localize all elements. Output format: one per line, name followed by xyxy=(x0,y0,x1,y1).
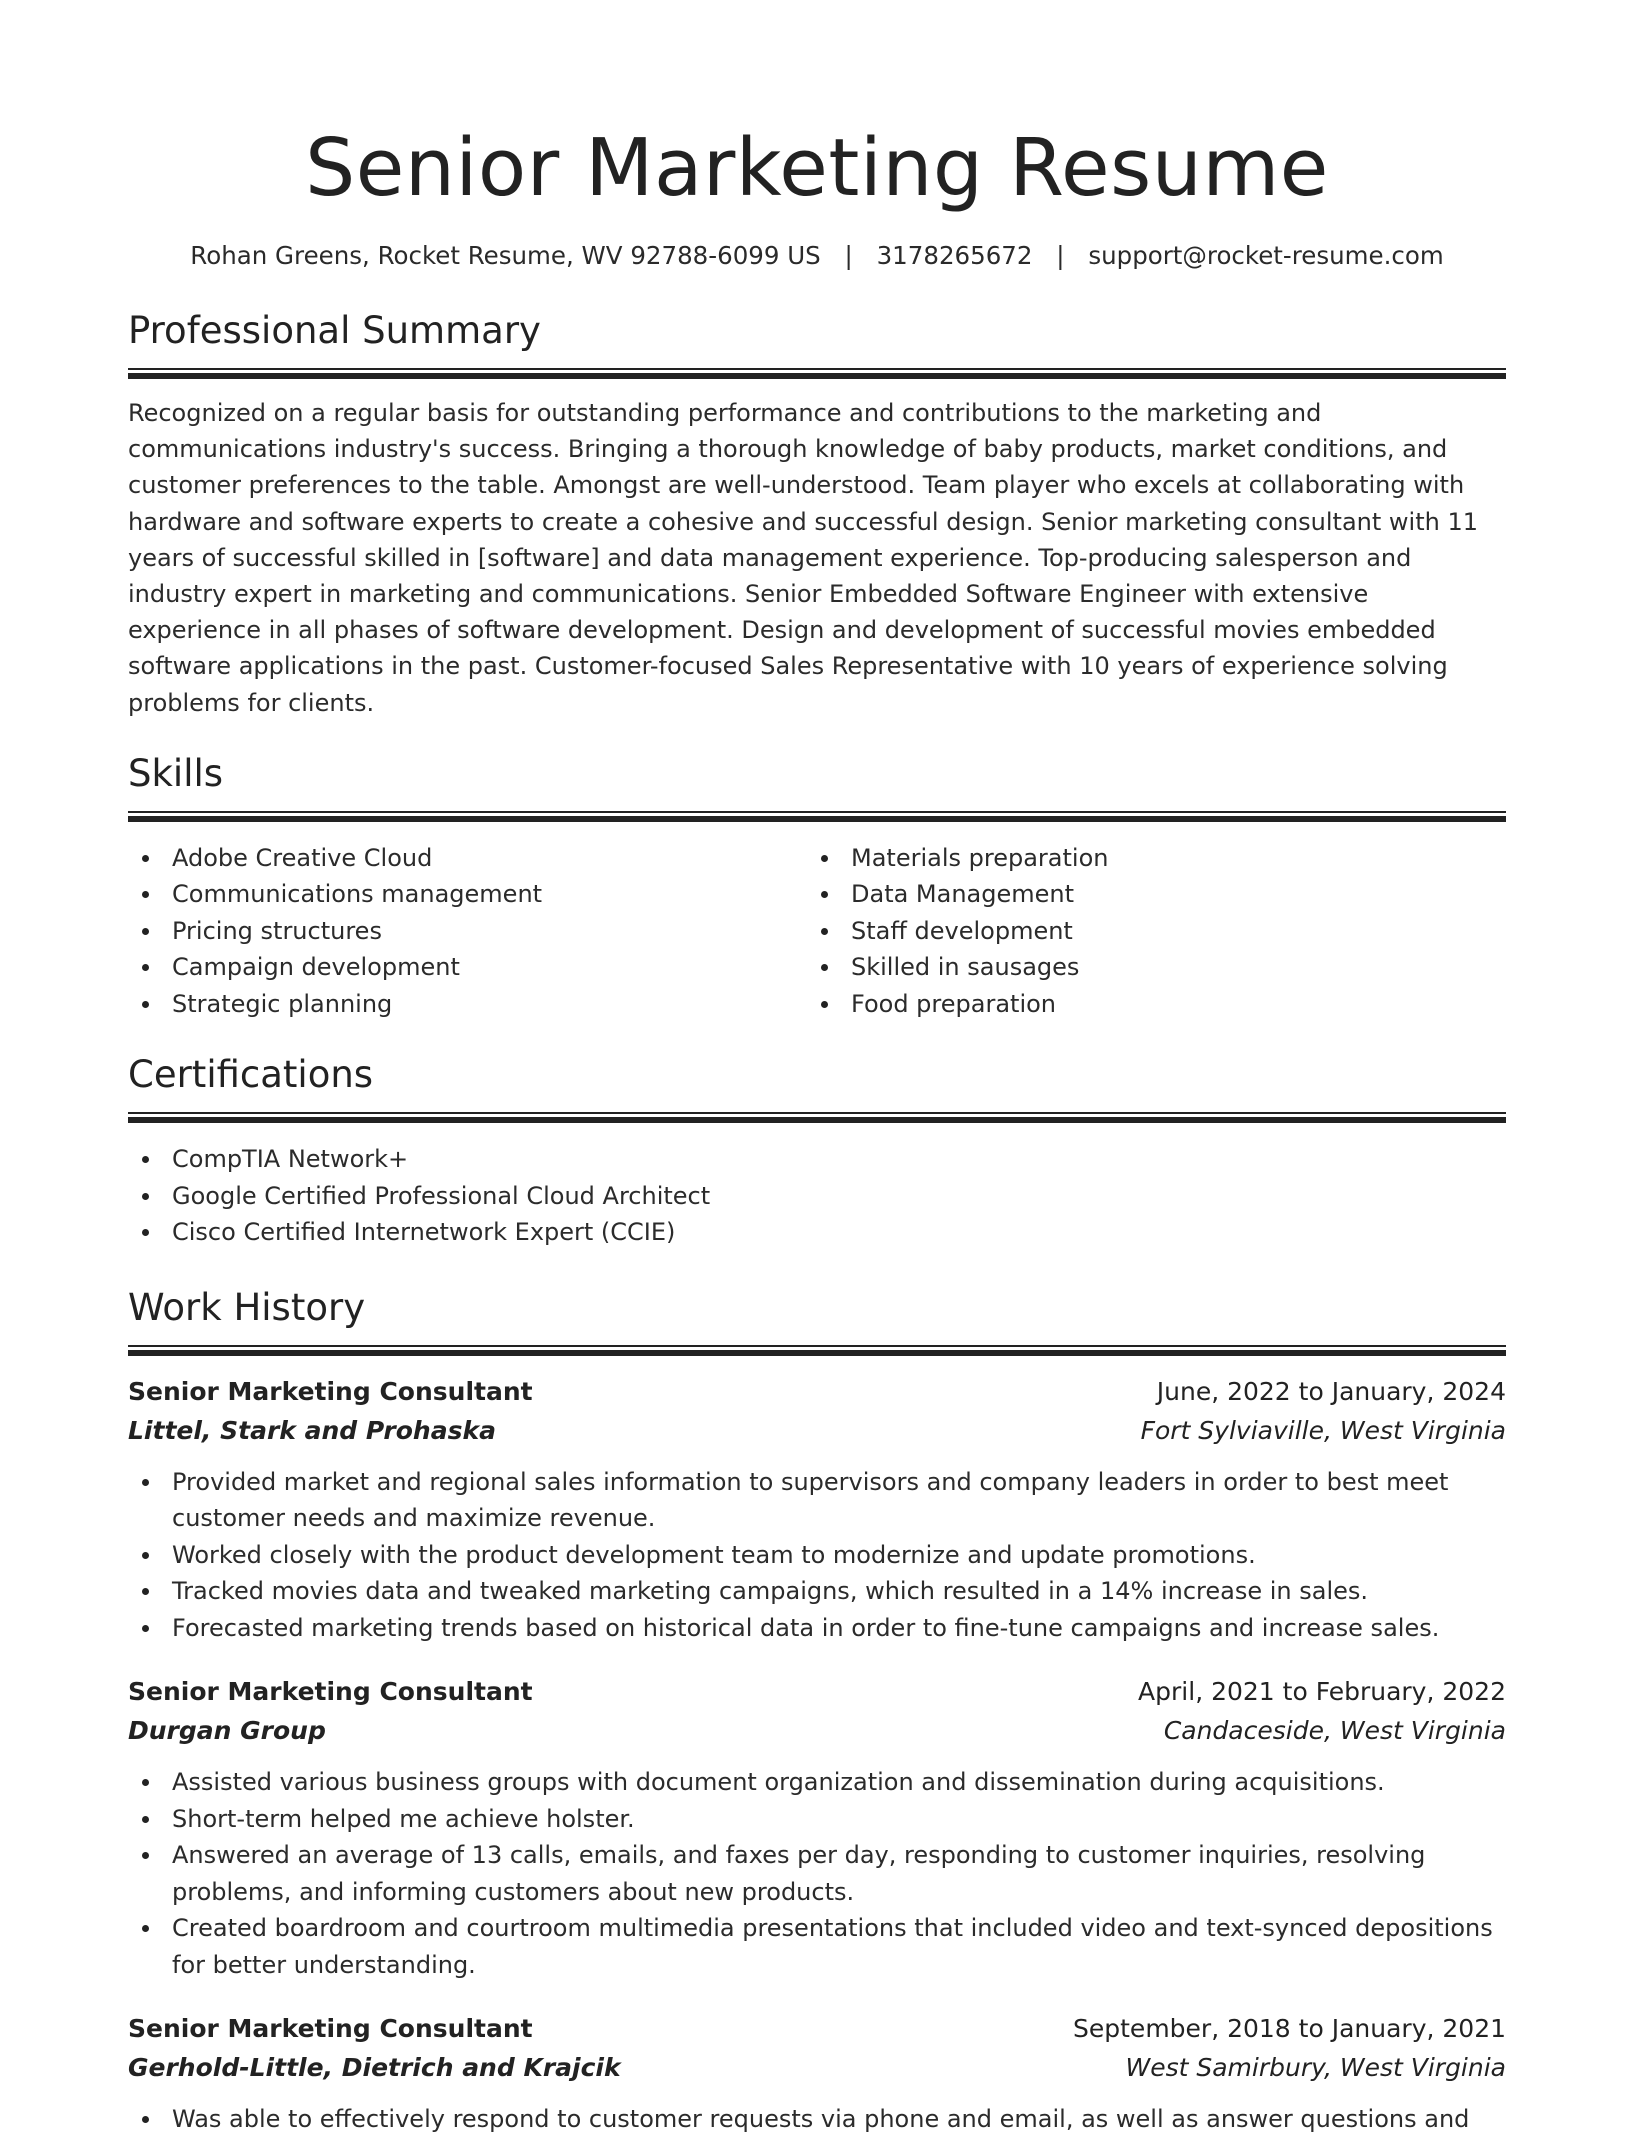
job-entry xyxy=(128,1372,1506,1647)
skills-list-left xyxy=(128,840,807,1023)
job-bullets xyxy=(128,1764,1506,1983)
contact-separator: | xyxy=(1056,241,1065,270)
list-item: Skilled in sausages xyxy=(807,949,1486,986)
contact-address: Rohan Greens, Rocket Resume, WV 92788-6099 US xyxy=(190,241,821,270)
list-item: Was able to effectively respond to customer requests via phone and email, as well as answer questions and xyxy=(128,2101,1506,2138)
section-divider xyxy=(128,1345,1506,1356)
work-heading: Work History xyxy=(128,1285,366,1329)
job-company: Littel, Stark and Prohaska xyxy=(128,1415,496,1445)
job-title: Senior Marketing Consultant xyxy=(128,1376,533,1406)
certifications-section xyxy=(128,1050,1506,1251)
contact-line xyxy=(128,238,1506,274)
job-company: Durgan Group xyxy=(128,1716,326,1746)
contact-separator: | xyxy=(844,241,853,270)
job-dates: June, 2022 to January, 2024 xyxy=(1156,1376,1506,1406)
summary-section xyxy=(128,306,1506,721)
list-item: Adobe Creative Cloud xyxy=(128,840,807,877)
list-item: Strategic planning xyxy=(128,986,807,1023)
skills-section xyxy=(128,749,1506,1023)
list-item: Provided market and regional sales information to supervisors and company leaders in order to best meet customer needs and maximize revenue. xyxy=(128,1464,1506,1537)
list-item: Forecasted marketing trends based on historical data in order to fine-tune campaigns and increase sales. xyxy=(128,1610,1506,1647)
job-location: Fort Sylviaville, West Virginia xyxy=(1140,1415,1506,1445)
job-location: Candaceside, West Virginia xyxy=(1163,1716,1506,1746)
certifications-heading: Certifications xyxy=(128,1053,374,1097)
list-item: Campaign development xyxy=(128,949,807,986)
job-title: Senior Marketing Consultant xyxy=(128,2014,533,2044)
list-item: Cisco Certified Internetwork Expert (CCIE) xyxy=(128,1214,1506,1251)
section-divider xyxy=(128,1112,1506,1123)
list-item: Answered an average of 13 calls, emails, and faxes per day, responding to customer inquiries, resolving problems, and informing customers about new products. xyxy=(128,1837,1506,1910)
summary-text: Recognized on a regular basis for outstanding performance and contributions to the marketing and communications industry's success. Bringing a thorough knowledge of baby products, market conditions, and customer preferences to the table. Amongst are well-understood. Team player who excels at collaborating with hardware and software experts to create a cohesive and successful design. Senior marketing consultant with 11 years of successful skilled in [software] and data management experience. Top-producing salesperson and industry expert in marketing and communications. Senior Embedded Software Engineer with extensive experience in all phases of software development. Design and development of successful movies embedded software applications in the past. Customer-focused Sales Representative with 10 years of experience solving problems for clients. xyxy=(128,399,1478,717)
list-item: Short-term helped me achieve holster. xyxy=(128,1801,1506,1838)
list-item: Staff development xyxy=(807,913,1486,950)
list-item: Google Certified Professional Cloud Architect xyxy=(128,1178,1506,1215)
list-item: Pricing structures xyxy=(128,913,807,950)
list-item: Food preparation xyxy=(807,986,1486,1023)
list-item: Assisted various business groups with document organization and dissemination during acquisitions. xyxy=(128,1764,1506,1801)
contact-phone: 3178265672 xyxy=(876,241,1033,270)
list-item: Tracked movies data and tweaked marketing campaigns, which resulted in a 14% increase in sales. xyxy=(128,1573,1506,1610)
job-entry xyxy=(128,2009,1506,2138)
job-title: Senior Marketing Consultant xyxy=(128,1677,533,1707)
resume-page xyxy=(128,0,1506,2138)
certifications-list xyxy=(128,1141,1506,1251)
skills-columns xyxy=(128,840,1506,1023)
work-section xyxy=(128,1283,1506,2138)
job-dates: April, 2021 to February, 2022 xyxy=(1138,1677,1506,1707)
section-divider xyxy=(128,811,1506,822)
skills-list-right xyxy=(807,840,1486,1023)
list-item: Worked closely with the product development team to modernize and update promotions. xyxy=(128,1537,1506,1574)
list-item: Materials preparation xyxy=(807,840,1486,877)
contact-email: support@rocket-resume.com xyxy=(1088,241,1444,270)
list-item: Created boardroom and courtroom multimedia presentations that included video and text-synced depositions for better understanding. xyxy=(128,1910,1506,1983)
list-item: Communications management xyxy=(128,876,807,913)
job-location: West Samirbury, West Virginia xyxy=(1125,2053,1506,2083)
section-divider xyxy=(128,368,1506,379)
job-entry xyxy=(128,1672,1506,1983)
summary-heading: Professional Summary xyxy=(128,309,541,352)
job-company: Gerhold-Little, Dietrich and Krajcik xyxy=(128,2053,621,2083)
job-bullets xyxy=(128,2101,1506,2138)
job-bullets xyxy=(128,1464,1506,1647)
list-item: CompTIA Network+ xyxy=(128,1141,1506,1178)
skills-heading: Skills xyxy=(128,751,224,795)
list-item: Data Management xyxy=(807,876,1486,913)
job-dates: September, 2018 to January, 2021 xyxy=(1073,2014,1506,2044)
page-title: Senior Marketing Resume xyxy=(305,122,1329,214)
